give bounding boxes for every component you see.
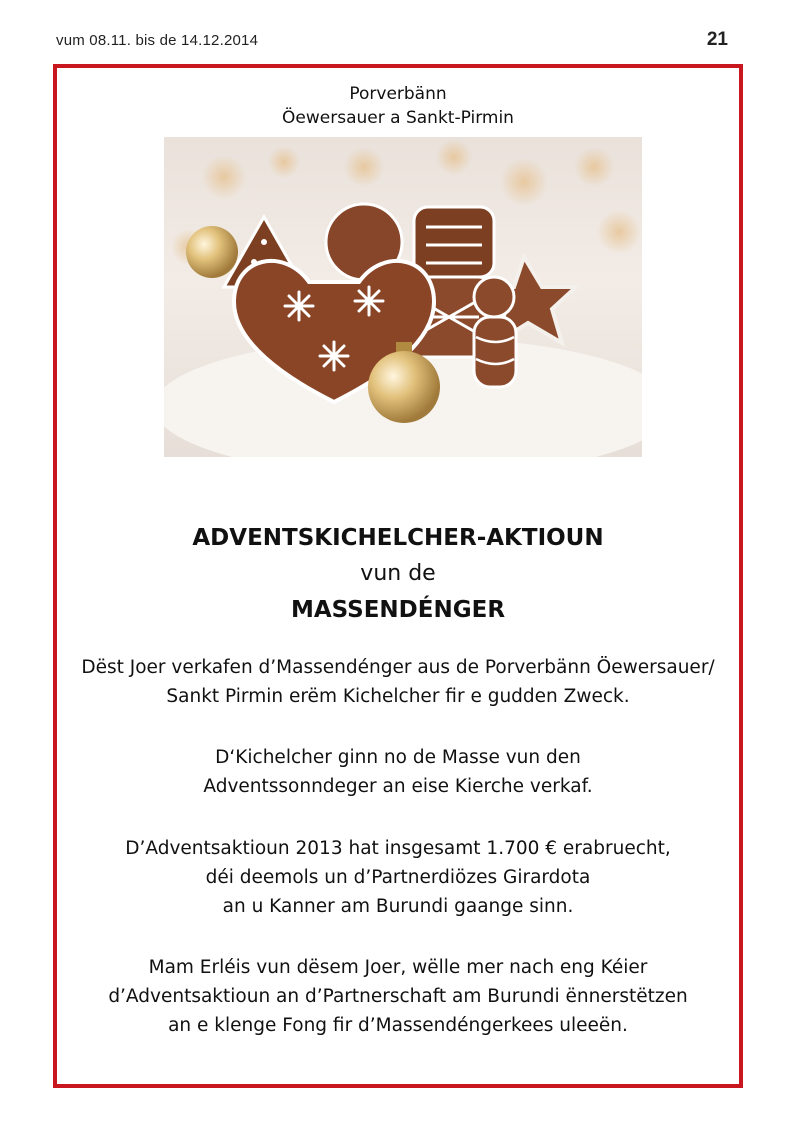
parish-subtitle: Öewersauer a Sankt-Pirmin (282, 108, 514, 128)
paragraph-line: an e klenge Fong fir d’Massendéngerkees uleeën. (168, 1015, 628, 1036)
paragraph-line: Adventssonndeger an eise Kierche verkaf. (203, 776, 593, 797)
paragraph-line: Mam Erléis vun dësem Joer, wëlle mer nach eng Kéier (148, 957, 648, 978)
paragraph-line: déi deemols un d’Partnerdiözes Girardota (205, 867, 591, 888)
paragraph-line: an u Kanner am Burundi gaange sinn. (222, 896, 574, 917)
paragraph-2 (57, 743, 739, 801)
page-number: 21 (706, 29, 728, 50)
campaign-connector: vun de (360, 561, 436, 586)
paragraph-line: Dëst Joer verkafen d’Massendénger aus de Porverbänn Öewersauer/ (81, 657, 715, 678)
parish-name: Porverbänn (349, 84, 447, 104)
paragraph-line: D’Adventsaktioun 2013 hat insgesamt 1.700 € erabruecht, (125, 838, 671, 859)
paragraph-3 (57, 834, 739, 921)
paragraph-line: D‘Kichelcher ginn no de Masse vun den (215, 747, 581, 768)
campaign-title: ADVENTSKICHELCHER-AKTIOUN (192, 525, 604, 551)
paragraph-line: d’Adventsaktioun an d’Partnerschaft am Burundi ënnerstëtzen (108, 986, 688, 1007)
header-date: vum 08.11. bis de 14.12.2014 (56, 32, 259, 49)
paragraph-line: Sankt Pirmin erëm Kichelcher fir e gudden Zweck. (166, 686, 630, 707)
paragraph-4 (57, 953, 739, 1040)
paragraph-1 (57, 653, 739, 711)
content-frame (53, 64, 743, 1088)
gingerbread-cookies-photo (164, 137, 642, 457)
cookies-photo (164, 137, 642, 457)
campaign-group: MASSENDÉNGER (290, 597, 506, 623)
